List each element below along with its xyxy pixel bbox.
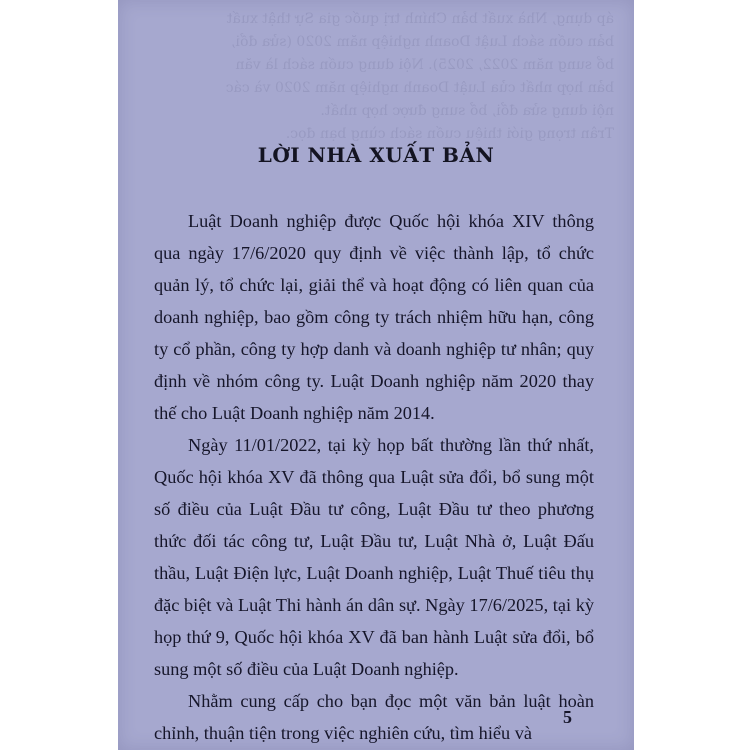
bleed-line: bản hợp nhất của Luật Doanh nghiệp năm 2020 và các bbox=[225, 80, 614, 96]
paragraph-1: Luật Doanh nghiệp được Quốc hội khóa XIV thông qua ngày 17/6/2020 quy định về việc thành lập, tổ chức quản lý, tổ chức lại, giải thể và hoạt động có liên quan của doanh nghiệp, bao gồm công ty trách nhiệm hữu hạn, công ty cổ phần, công ty hợp danh và doanh nghiệp tư nhân; quy định về nhóm công ty. Luật Doanh nghiệp năm 2020 thay thế cho Luật Doanh nghiệp năm 2014. bbox=[154, 211, 594, 423]
bleed-line: bổ sung năm 2022, 2025). Nội dung cuốn sách là văn bbox=[235, 57, 614, 73]
bleed-line: áp dụng, Nhà xuất bản Chính trị quốc gia Sự thật xuất bbox=[226, 11, 614, 27]
bleed-line: Trân trọng giới thiệu cuốn sách cùng bạn đọc. bbox=[285, 126, 614, 142]
book-page bbox=[118, 0, 634, 750]
bleed-line: bản cuốn sách Luật Doanh nghiệp năm 2020 (sửa đổi, bbox=[231, 34, 614, 50]
paragraph-2: Ngày 11/01/2022, tại kỳ họp bất thường lần thứ nhất, Quốc hội khóa XV đã thông qua Luật sửa đổi, bổ sung một số điều của Luật Đầu tư công, Luật Đầu tư theo phương thức đối tác công tư, Luật Đầu tư, Luật Nhà ở, Luật Đấu thầu, Luật Điện lực, Luật Doanh nghiệp, Luật Thuế tiêu thụ đặc biệt và Luật Thi hành án dân sự. Ngày 17/6/2025, tại kỳ họp thứ 9, Quốc hội khóa XV đã ban hành Luật sửa đổi, bổ sung một số điều của Luật Doanh nghiệp. bbox=[154, 435, 594, 679]
paragraph-3: Nhằm cung cấp cho bạn đọc một văn bản luật hoàn chỉnh, thuận tiện trong việc nghiên cứu, tìm hiểu và bbox=[154, 691, 594, 743]
page-number: 5 bbox=[563, 707, 572, 727]
bleed-through-text bbox=[118, 0, 634, 140]
page-title: LỜI NHÀ XUẤT BẢN bbox=[257, 143, 495, 167]
bleed-line: nội dung sửa đổi, bổ sung được hợp nhất. bbox=[320, 103, 614, 119]
body-text bbox=[154, 205, 594, 749]
